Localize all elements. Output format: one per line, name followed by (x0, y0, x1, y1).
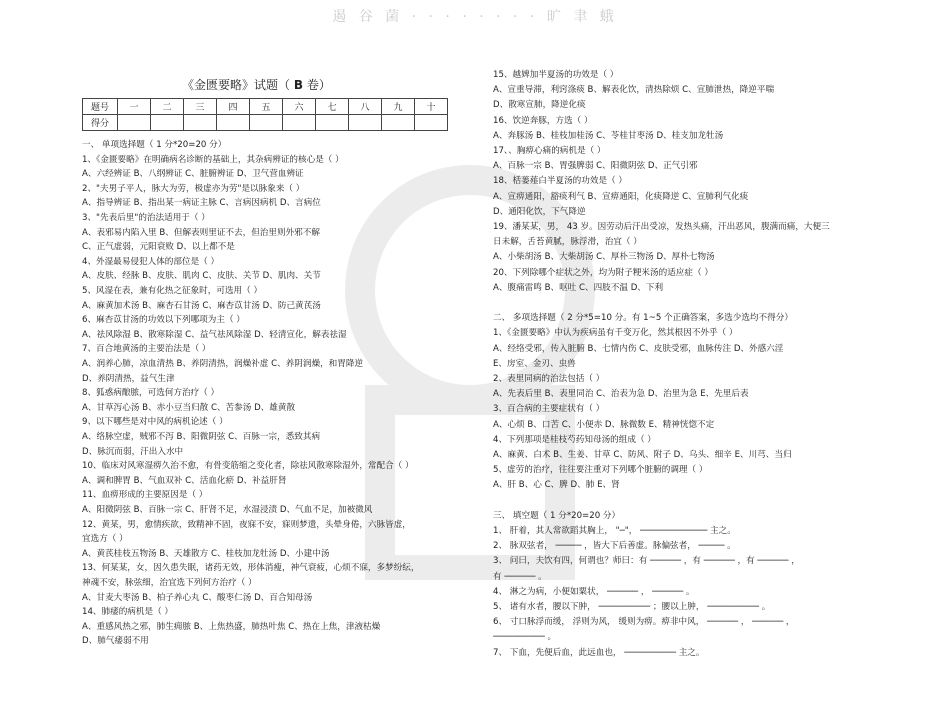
score-table-header-cell: 一 (118, 99, 151, 115)
left-text-line: 14、肺痿的病机是（ ） (82, 607, 174, 618)
right-text-line: E、房室、金刃、虫兽 (493, 358, 576, 369)
left-text-line: 7、百合地黄汤的主要治法是（ ） (82, 344, 211, 355)
right-text-line: 20、下列除哪个症状之外，均为附子粳米汤的适应症（ ） (493, 267, 713, 278)
left-text-line: A、表邪易内陷入里 B、但解表则里证不去，但治里则外邪不解 (82, 227, 320, 238)
left-text-line: A、甘草泻心汤 B、赤小豆当归散 C、苦参汤 D、雄黄散 (82, 402, 296, 413)
right-text-line: 三、 填空题（ 1 分*20=20 分） (493, 510, 621, 521)
score-table-cell (349, 115, 382, 131)
score-table-header-row (83, 99, 448, 115)
right-text-line: A、腹痛雷鸣 B、呕吐 C、四肢不温 D、下利 (493, 282, 664, 293)
right-text-line: 3、 问曰，夫饮有四，何谓也？师曰：有 ────── ，有 ────── ，有 ────── ， (493, 556, 800, 567)
left-text-line: 2、"夫男子平人，脉大为劳，极虚亦为劳"是以脉象来（ ） (82, 183, 305, 194)
left-text-line: 5、风湿在表，兼有化热之征象时，可选用（ ） (82, 286, 263, 296)
right-text-line: A、心烦 B、口苦 C、小便赤 D、脉微数 E、精神恍惚不定 (493, 419, 715, 430)
left-text-line: 8、狐惑病酿脓，可选何方治疗（ ） (82, 388, 220, 399)
right-text-line: D、散寒宣肺，降逆化痰 (493, 100, 586, 111)
left-text-line: A、祛风除湿 B、散寒除湿 C、益气祛风除湿 D、轻清宣化，解表祛湿 (82, 329, 347, 340)
right-text-line: 5、 诸有水者，腰以下肿， ────────── ；腰以上肿， ────────── 。 (493, 602, 771, 612)
right-text-line: A、先表后里 B、表里同治 C、治表为急 D、治里为急 E、先里后表 (493, 389, 749, 400)
left-text-line: A、麻黄加术汤 B、麻杏石甘汤 C、麻杏苡甘汤 D、防己黄芪汤 (82, 300, 321, 311)
right-text-line: 4、下列那项是桂枝芍药知母汤的组成（ ） (493, 434, 656, 445)
left-text-line: 6、麻杏苡甘汤的功效以下列哪项为主（ ） (82, 315, 245, 326)
left-text-line: A、络脉空虚，贼邪不泻 B、阳微阴弦 C、百脉一宗，悉致其病 (82, 432, 321, 442)
right-text-line: A、小柴胡汤 B、大柴胡汤 C、厚朴三物汤 D、厚朴七物汤 (493, 252, 715, 263)
left-text-line: A、润养心肺，凉血清热 B、养阴清热，润燥补虚 C、养阴润燥，和胃降逆 (82, 359, 364, 369)
title-suffix: 卷） (306, 78, 331, 92)
right-text-line: D、通阳化饮，下气降逆 (493, 206, 586, 217)
title-text: 《金匮要略》试题（ (182, 78, 291, 92)
left-text-line: 3、"先表后里"的治法适用于（ ） (82, 213, 210, 223)
left-text-line: A、皮肤、经脉 B、皮肤、肌肉 C、皮肤、关节 D、肌肉、关节 (82, 271, 321, 282)
left-text-line: 10、临床对风寒湿痹久治不愈，有骨变筋缩之变化者，除祛风散寒除湿外，常配合（ ） (82, 461, 414, 472)
left-text-line: A、阳微阴弦 B、百脉一宗 C、肝肾不足，水湿浸渍 D、气血不足，加被微风 (82, 505, 373, 515)
left-text-line: D、养阴清热，益气生津 (82, 373, 175, 384)
score-table-header-cell: 四 (217, 99, 250, 115)
exam-title (182, 76, 331, 93)
score-table-header-cell: 七 (316, 99, 349, 115)
left-text-line: 4、外湿最易侵犯人体的部位是（ ） (82, 256, 220, 267)
right-text-line: 18、栝蒌薤白半夏汤的功效是（ ） (493, 176, 627, 187)
left-text-line: A、调和脾胃 B、气血双补 C、活血化瘀 D、补益肝肾 (82, 475, 287, 486)
left-text-line: 13、何某某，女，因久患失眠，诸药无效，形体消瘦，神气衰疲，心烦不寐，多梦纷纭， (82, 563, 420, 574)
right-text-line: A、宣痹通阳，豁痰利气 B、宣痹通阳，化痰降逆 C、宣肺利气化痰 (493, 191, 749, 202)
right-text-line: 16、饮逆奔豚，方选（ ） (493, 115, 593, 126)
faded-header-text: 遏 谷 菌 · · · · · · · · 旷 聿 蛾 (332, 9, 618, 25)
score-table-header-cell: 八 (349, 99, 382, 115)
right-text-line: 17、、胸痹心痛的病机是（ ） (493, 146, 606, 156)
left-text-line: 9、以下哪些是对中风的病机论述（ ） (82, 417, 228, 428)
score-table-header-cell: 六 (283, 99, 316, 115)
left-text-line: 宜选方（ ） (82, 534, 128, 545)
right-text-line: 2、表里同病的治法包括（ ） (493, 374, 605, 384)
left-text-line: D、脉沉而弱，汗出入水中 (82, 446, 184, 457)
left-text-line: A、六经辨证 B、八纲辨证 C、脏腑辨证 D、卫气营血辨证 (82, 169, 304, 180)
right-text-line: 15、越婢加半夏汤的功效是（ ） (493, 70, 619, 80)
left-text-line: A、甘麦大枣汤 B、柏子养心丸 C、酸枣仁汤 D、百合知母汤 (82, 592, 313, 603)
left-text-line: 12、黄某，男，愈情疾欲，致精神不固，夜寐不安，寐则梦遗，头晕身倦，六脉皆虚， (82, 519, 411, 530)
right-text-line: A、麻黄、白术 B、生姜、甘草 C、防风、附子 D、乌头、细辛 E、川芎、当归 (493, 450, 792, 460)
title-variant: B (293, 78, 303, 92)
left-text-line: A、重感风热之邪，肺生痈脓 B、上焦热盛，肺热叶焦 C、热在上焦，津液枯燥 (82, 621, 381, 632)
right-text-line: 二、 多项选择题（ 2 分*5=10 分。有 1~5 个正确答案，多选少选均不得分） (493, 313, 793, 324)
right-text-line: 4、 淋之为病，小便如粟状， ────── ， ────── 。 (493, 586, 695, 597)
score-table-header-cell: 二 (151, 99, 184, 115)
right-text-line: 7、 下血，先便后血，此远血也， ────────── 主之。 (493, 647, 705, 658)
left-text-line: 1、《金匮要略》在明确病名诊断的基础上，其杂病辨证的核心是（ ） (82, 154, 344, 165)
score-table-cell (118, 115, 151, 131)
right-text-line: 19、潘某某，男， 43 岁。因劳动后汗出受凉，发热头痛，汗出恶风，腹满而痛，大便三 (493, 222, 830, 232)
right-text-line: 有 ────── 。 (493, 571, 547, 582)
score-table-header-cell: 九 (382, 99, 415, 115)
right-text-line: 1、 肝着，其人常欲蹈其胸上， "─"， ───────────── 主之。 (493, 526, 736, 536)
left-text-line: A、黄芪桂枝五物汤 B、天雄散方 C、桂枝加龙牡汤 D、小建中汤 (82, 548, 330, 559)
right-text-line: A、奔豚汤 B、桂枝加桂汤 C、苓桂甘枣汤 D、桂支加龙牡汤 (493, 130, 724, 141)
right-text-line: ────────── 。 (493, 632, 557, 643)
score-table-cell (184, 115, 217, 131)
score-table-cell (316, 115, 349, 131)
left-text-line: 一、 单项选择题（ 1 分*20=20 分） (82, 140, 227, 150)
right-text-line: 3、百合病的主要症状有（ ） (493, 404, 605, 415)
right-text-line: 5、虚劳的治疗，往往要注重对下列哪个脏腑的调理（ ） (493, 465, 708, 476)
score-table-cell (382, 115, 415, 131)
score-table-header-cell: 三 (184, 99, 217, 115)
score-table-cell (151, 115, 184, 131)
right-text-line: 2、 脉双弦者， ───── ，皆大下后善虚。脉偏弦者， ───── 。 (493, 541, 736, 552)
score-table-cell (217, 115, 250, 131)
score-table (82, 98, 448, 131)
left-text-line: 神魂不安，脉弦细，治宜选下列何方治疗（ ） (82, 578, 257, 588)
right-text-line: 1、《金匮要略》中认为疾病虽有千变万化，然其根因不外乎（ ） (493, 328, 738, 339)
score-table-cell (250, 115, 283, 131)
right-text-line: A、宣重导滞，利窍涤痰 B、解表化饮，清热除烦 C、宣肺泄热，降逆平喘 (493, 85, 775, 96)
left-text-line: A、指导辨证 B、指出某一病证主脉 C、言病因病机 D、言病位 (82, 198, 321, 209)
left-text-line: 11、血痹形成的主要原因是（ ） (82, 490, 208, 501)
score-table-cell (415, 115, 448, 131)
score-table-cell: 得分 (83, 115, 118, 131)
score-table-header-cell: 题号 (83, 99, 118, 115)
score-table-cell (283, 115, 316, 131)
score-table-header-cell: 十 (415, 99, 448, 115)
score-table-header-cell: 五 (250, 99, 283, 115)
score-table-score-row (83, 115, 448, 131)
left-text-line: C、正气虚弱，元阳衰败 D、以上都不是 (82, 242, 235, 253)
right-text-line: A、百脉一宗 B、胃强脾弱 C、阳微阴弦 D、正气引邪 (493, 161, 698, 172)
right-text-line: 日未解，舌苔黄腻，脉浮滑，治宜（ ） (493, 237, 642, 248)
right-text-line: A、经络受邪，传入脏腑 B、七情内伤 C、皮肤受邪，血脉传注 D、外感六淫 (493, 343, 784, 354)
right-text-line: 6、 寸口脉浮而缓， 浮则为风， 缓则为痹。痹非中风， ────── ， ────── ， (493, 617, 795, 628)
right-text-line: A、肝 B、心 C、脾 D、肺 E、肾 (493, 480, 620, 491)
left-text-line: D、肺气痿弱不用 (82, 636, 149, 647)
